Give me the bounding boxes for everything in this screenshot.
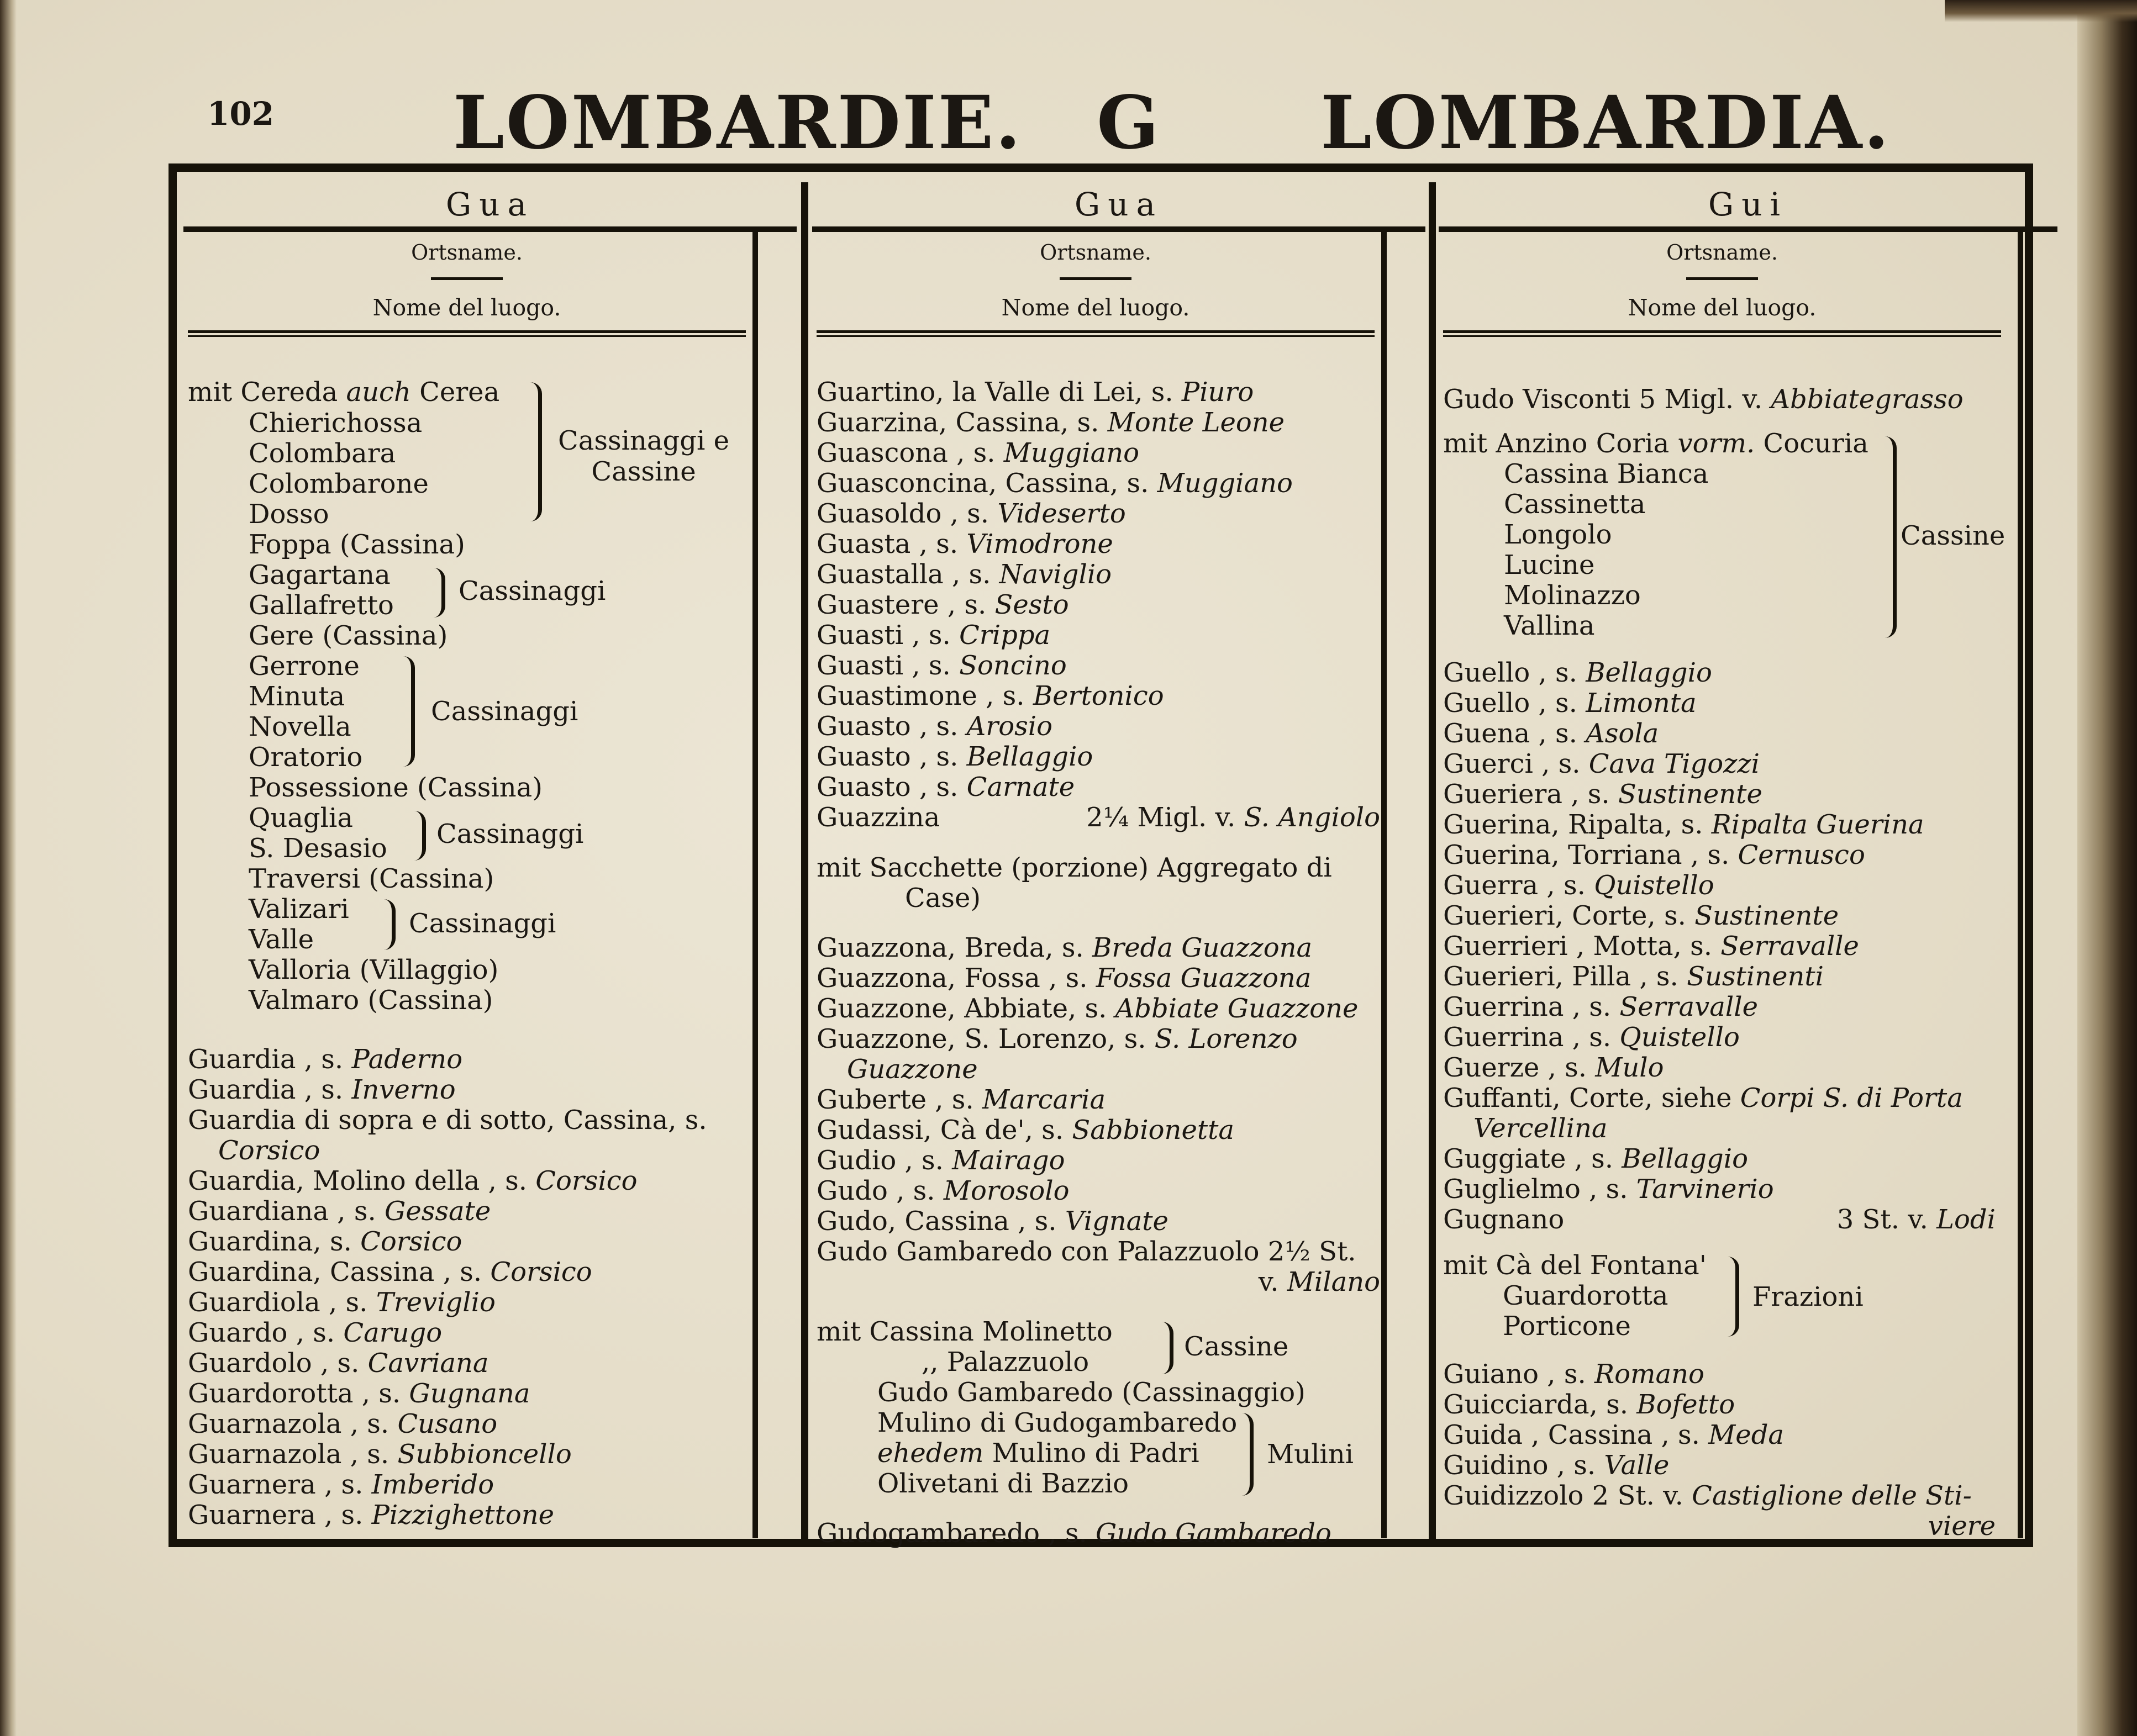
entry-line: Guffanti, Corte, siehe Corpi S. di Porta [1443, 1083, 1963, 1114]
group-label: Cassinaggi e [558, 425, 729, 456]
entry-line: Molinazzo [1504, 580, 1641, 611]
entry-line: Colombarone [249, 468, 429, 499]
entry-line: Gallafretto [249, 590, 394, 621]
entry-line: Guarnazola , s. Cusano [188, 1408, 498, 1439]
header-left: LOMBARDIE. [453, 80, 1023, 166]
entry-line: Guardia , s. Inverno [188, 1074, 456, 1105]
brace [434, 568, 445, 618]
entry-line: Guidizzolo 2 St. v. Castiglione delle Sti- [1443, 1480, 1972, 1511]
entry-line: Vallina [1504, 610, 1595, 641]
entry-line: Guartino, la Valle di Lei, s. Piuro [817, 377, 1254, 408]
entry-line: mit Anzino Coria vorm. Cocuria [1443, 428, 1868, 459]
header-right: LOMBARDIA. [1320, 80, 1891, 166]
entry-line: Guasto , s. Carnate [817, 772, 1075, 803]
column-rule [1381, 232, 1387, 1538]
entry-line: Cassina Bianca [1504, 458, 1709, 489]
entry-line: Guascona , s. Muggiano [817, 437, 1140, 468]
brace [403, 656, 415, 767]
entry-line: Guerrina , s. Quistello [1443, 1022, 1740, 1053]
entry-line: Mulino di Gudogambaredo [877, 1407, 1238, 1438]
entry-line: Gagartana [249, 560, 391, 590]
entry-distance: 3 St. v. Lodi [1836, 1204, 1996, 1235]
column-separator [1429, 182, 1436, 1541]
column-3 [1443, 182, 2006, 1542]
entry-line: mit Cassina Molinetto [817, 1316, 1113, 1347]
entry-line: Gudo Visconti 5 Migl. v. Abbiategrasso [1443, 384, 1964, 415]
entry-line: Guasti , s. Soncino [817, 650, 1067, 681]
entry-line: Gerrone [249, 651, 360, 682]
entry-line: Guarnera , s. Pizzighettone [188, 1500, 555, 1531]
column-rule [2018, 232, 2023, 1538]
column-subheading-italian: Nome del luogo. [1628, 294, 1817, 321]
entry-line: Cassinetta [1504, 489, 1646, 520]
column-subheading-german: Ortsname. [1666, 240, 1778, 265]
entry-line: Guida , Cassina , s. Meda [1443, 1420, 1785, 1450]
entry-line: Guastere , s. Sesto [817, 589, 1069, 620]
entry-line: Guarnazola , s. Subbioncello [188, 1439, 572, 1470]
column-heading: Gui [1439, 182, 2057, 232]
entry-line: Corsico [218, 1135, 320, 1166]
entry-line: Guerieri, Pilla , s. Sustinenti [1443, 961, 1824, 992]
group-label: Cassinaggi [436, 819, 584, 849]
entry-line: Quaglia [249, 803, 353, 833]
entry-line: Guello , s. Limonta [1443, 688, 1697, 719]
page-edge [2077, 0, 2137, 1736]
column-heading: Gua [183, 182, 797, 232]
entry-distance: v. Milano [1258, 1267, 1380, 1297]
group-label: Cassinaggi [459, 576, 606, 606]
entry-line: Dosso [249, 499, 329, 530]
column-rule [752, 232, 758, 1538]
group-label: Frazioni [1752, 1281, 1864, 1312]
entry-line: Guardia di sopra e di sotto, Cassina, s. [188, 1105, 707, 1136]
group-label: Cassine [591, 456, 696, 487]
brace [530, 382, 542, 521]
entry-line: Gudassi, Cà de', s. Sabbionetta [817, 1115, 1235, 1146]
subheading-rule [1686, 277, 1758, 280]
heading-double-rule [188, 330, 746, 337]
entry-line: Guasti , s. Crippa [817, 620, 1051, 651]
column-heading: Gua [812, 182, 1425, 232]
entry-distance: 2¼ Migl. v. S. Angiolo [1086, 802, 1380, 833]
brace [1162, 1322, 1173, 1374]
page-number: 102 [207, 95, 275, 133]
brace [1728, 1257, 1739, 1337]
entry-line: Guggiate , s. Bellaggio [1443, 1143, 1748, 1174]
entry-line: Guasta , s. Vimodrone [817, 529, 1113, 560]
entry-line: S. Desasio [249, 833, 387, 864]
entry-line: viere [1928, 1511, 1996, 1542]
entry-line: Guasoldo , s. Videserto [817, 498, 1126, 529]
entry-line: Novella [249, 711, 351, 742]
group-label: Cassine [1901, 520, 2006, 551]
entry-line: Guardo , s. Carugo [188, 1317, 443, 1348]
brace [1885, 436, 1897, 638]
entry-line: Guerieri, Corte, s. Sustinente [1443, 900, 1839, 931]
column-1 [188, 182, 746, 1538]
entry-line: Guazzina [817, 802, 940, 833]
entry-line: mit Cà del Fontana' [1443, 1250, 1707, 1281]
entry-line: Guardia , s. Paderno [188, 1044, 463, 1075]
entry-line: Guardolo , s. Cavriana [188, 1348, 489, 1379]
entry-line: Vercellina [1473, 1113, 1608, 1144]
entry-line: Guberte , s. Marcaria [817, 1084, 1106, 1115]
brace [414, 811, 426, 861]
entry-line: Guerze , s. Mulo [1443, 1052, 1664, 1083]
column-separator [801, 182, 808, 1541]
entry-line: Guerrina , s. Serravalle [1443, 991, 1758, 1022]
page-corner-shadow [1945, 0, 2137, 22]
entry-line: Guardia, Molino della , s. Corsico [188, 1165, 638, 1196]
column-subheading-german: Ortsname. [1040, 240, 1151, 265]
entry-line: Guerra , s. Quistello [1443, 870, 1714, 901]
entry-line: Guicciarda, s. Bofetto [1443, 1389, 1735, 1420]
entry-line: Guazzone [847, 1054, 978, 1085]
entry-line: Gudio , s. Mairago [817, 1145, 1065, 1176]
entry-line: Traversi (Cassina) [249, 863, 494, 894]
entry-line: ehedem Mulino di Padri [877, 1438, 1199, 1469]
subheading-rule [1060, 277, 1131, 280]
entry-text: mit Cereda auch Cerea [188, 377, 500, 408]
entry-line: Olivetani di Bazzio [877, 1468, 1129, 1499]
entry-line: Guglielmo , s. Tarvinerio [1443, 1174, 1774, 1205]
entry-line: Gudo , s. Morosolo [817, 1175, 1070, 1206]
group-label: Mulini [1267, 1439, 1354, 1470]
entry-line: Guasconcina, Cassina, s. Muggiano [817, 468, 1293, 499]
entry-line: Oratorio [249, 742, 363, 773]
entry-line: Guerina, Ripalta, s. Ripalta Guerina [1443, 809, 1924, 840]
heading-double-rule [817, 330, 1375, 337]
entry-line: Guardiana , s. Gessate [188, 1196, 491, 1227]
entry-line: Guiano , s. Romano [1443, 1359, 1704, 1390]
entry-line: Porticone [1503, 1311, 1631, 1342]
entry-line: Guello , s. Bellaggio [1443, 657, 1712, 688]
entry-line: mit Sacchette (porzione) Aggregato di [817, 852, 1332, 883]
entry-line: Guardiola , s. Treviglio [188, 1287, 496, 1318]
entry-line: Gudo Gambaredo (Cassinaggio) [877, 1377, 1306, 1408]
entry-line: Gudo Gambaredo con Palazzuolo 2½ St. [817, 1236, 1356, 1267]
entry-line: Valizari [249, 894, 349, 925]
entry-line: Valloria (Villaggio) [249, 954, 499, 985]
entry-line: Gudogambaredo , s. Gudo Gambaredo [817, 1518, 1331, 1549]
entry-line: Gugnano [1443, 1204, 1565, 1235]
entry-line: Minuta [249, 681, 345, 712]
entry-line: Lucine [1504, 550, 1595, 581]
entry-line: Colombara [249, 438, 396, 469]
heading-double-rule [1443, 330, 2001, 337]
entry-line: Valle [249, 924, 314, 955]
entry-line: Guidino , s. Valle [1443, 1450, 1670, 1481]
entry-line: Guasto , s. Arosio [817, 711, 1053, 742]
entry-line: Case) [905, 883, 981, 914]
entry-line: Guarnera , s. Imberido [188, 1469, 494, 1500]
group-label: Cassinaggi [409, 908, 556, 939]
entry-line: ,, Palazzuolo [922, 1347, 1089, 1378]
entry-line: Guazzone, Abbiate, s. Abbiate Guazzone [817, 993, 1359, 1024]
column-subheading-italian: Nome del luogo. [372, 294, 561, 321]
entry-line: Guazzona, Fossa , s. Fossa Guazzona [817, 963, 1312, 994]
entry-line: Guerrieri , Motta, s. Serravalle [1443, 931, 1859, 962]
column-subheading-german: Ortsname. [411, 240, 523, 265]
entry-line [188, 377, 499, 408]
entry-line: Guardorotta [1503, 1280, 1668, 1311]
entry-line: Valmaro (Cassina) [249, 985, 493, 1016]
entry-line: Foppa (Cassina) [249, 529, 465, 560]
entry-line: Guardina, Cassina , s. Corsico [188, 1257, 592, 1288]
entry-line: Guerina, Torriana , s. Cernusco [1443, 840, 1865, 870]
group-label: Cassine [1184, 1331, 1289, 1362]
entry-line: Longolo [1504, 519, 1612, 550]
entry-line: Chierichossa [249, 408, 423, 439]
entry-line: Guastimone , s. Bertonico [817, 680, 1164, 711]
entry-line: Gudo, Cassina , s. Vignate [817, 1206, 1168, 1237]
brace [1242, 1413, 1254, 1496]
entry-line: Gueriera , s. Sustinente [1443, 779, 1762, 810]
brace [384, 899, 396, 950]
entry-line: Guazzone, S. Lorenzo, s. S. Lorenzo [817, 1023, 1298, 1054]
header-letter: G [1097, 80, 1161, 166]
group-label: Cassinaggi [431, 696, 578, 727]
entry-line: Possessione (Cassina) [249, 772, 543, 803]
entry-line: Gere (Cassina) [249, 620, 448, 651]
entry-line: Guerci , s. Cava Tigozzi [1443, 748, 1760, 779]
subheading-rule [431, 277, 503, 280]
entry-line: Guastalla , s. Naviglio [817, 559, 1112, 590]
entry-line: Guardina, s. Corsico [188, 1226, 462, 1257]
entry-line: Guasto , s. Bellaggio [817, 741, 1093, 772]
binding-shadow [0, 0, 17, 1736]
column-2 [817, 182, 1380, 1549]
entry-line: Guardorotta , s. Gugnana [188, 1378, 530, 1409]
column-subheading-italian: Nome del luogo. [1001, 294, 1190, 321]
entry-line: Guarzina, Cassina, s. Monte Leone [817, 407, 1285, 438]
entry-line: Guazzona, Breda, s. Breda Guazzona [817, 932, 1313, 963]
entry-line: Guena , s. Asola [1443, 718, 1659, 749]
